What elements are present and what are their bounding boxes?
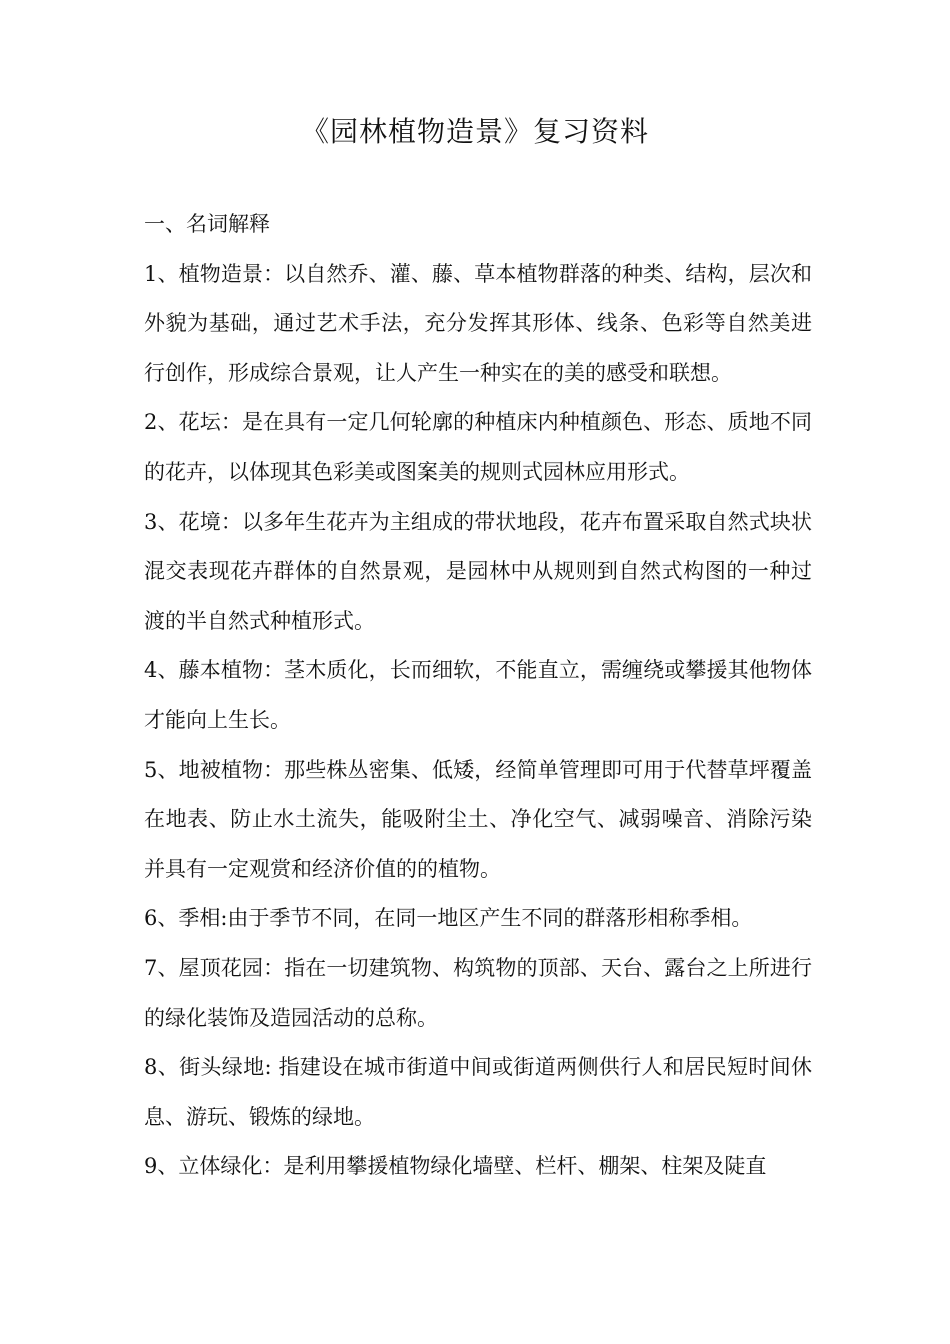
section-heading: 一、名词解释 [144,212,270,236]
definition-paragraph: 2、花坛：是在具有一定几何轮廓的种植床内种植颜色、形态、质地不同的花卉，以体现其色彩美或图案美的规则式园林应用形式。 [144,410,812,484]
definition-paragraph: 1、植物造景：以自然乔、灌、藤、草本植物群落的种类、结构，层次和外貌为基础，通过艺术手法，充分发挥其形体、线条、色彩等自然美进行创作，形成综合景观，让人产生一种实在的美的感受和联想。 [144,261,812,385]
definition-paragraph: 9、立体绿化：是利用攀援植物绿化墙壁、栏杆、棚架、柱架及陡直 [144,1154,767,1179]
definition-paragraph: 6、季相:由于季节不同，在同一地区产生不同的群落形相称季相。 [144,906,753,931]
document-title: 《园林植物造景》复习资料 [300,115,649,148]
document-body [144,200,812,1192]
definition-paragraph: 3、花境：以多年生花卉为主组成的带状地段，花卉布置采取自然式块状混交表现花卉群体的自然景观，是园林中从规则到自然式构图的一种过渡的半自然式种植形式。 [144,509,812,633]
definition-paragraph: 4、藤本植物：茎木质化，长而细软，不能直立，需缠绕或攀援其他物体才能向上生长。 [144,658,812,732]
definition-paragraph: 8、街头绿地: 指建设在城市街道中间或街道两侧供行人和居民短时间休息、游玩、锻炼的绿地。 [144,1055,812,1129]
definition-paragraph: 7、屋顶花园：指在一切建筑物、构筑物的顶部、天台、露台之上所进行的绿化装饰及造园活动的总称。 [144,955,812,1030]
definition-paragraph: 5、地被植物：那些株丛密集、低矮，经简单管理即可用于代替草坪覆盖在地表、防止水土流失，能吸附尘土、净化空气、减弱噪音、消除污染并具有一定观赏和经济价值的的植物。 [144,757,812,881]
